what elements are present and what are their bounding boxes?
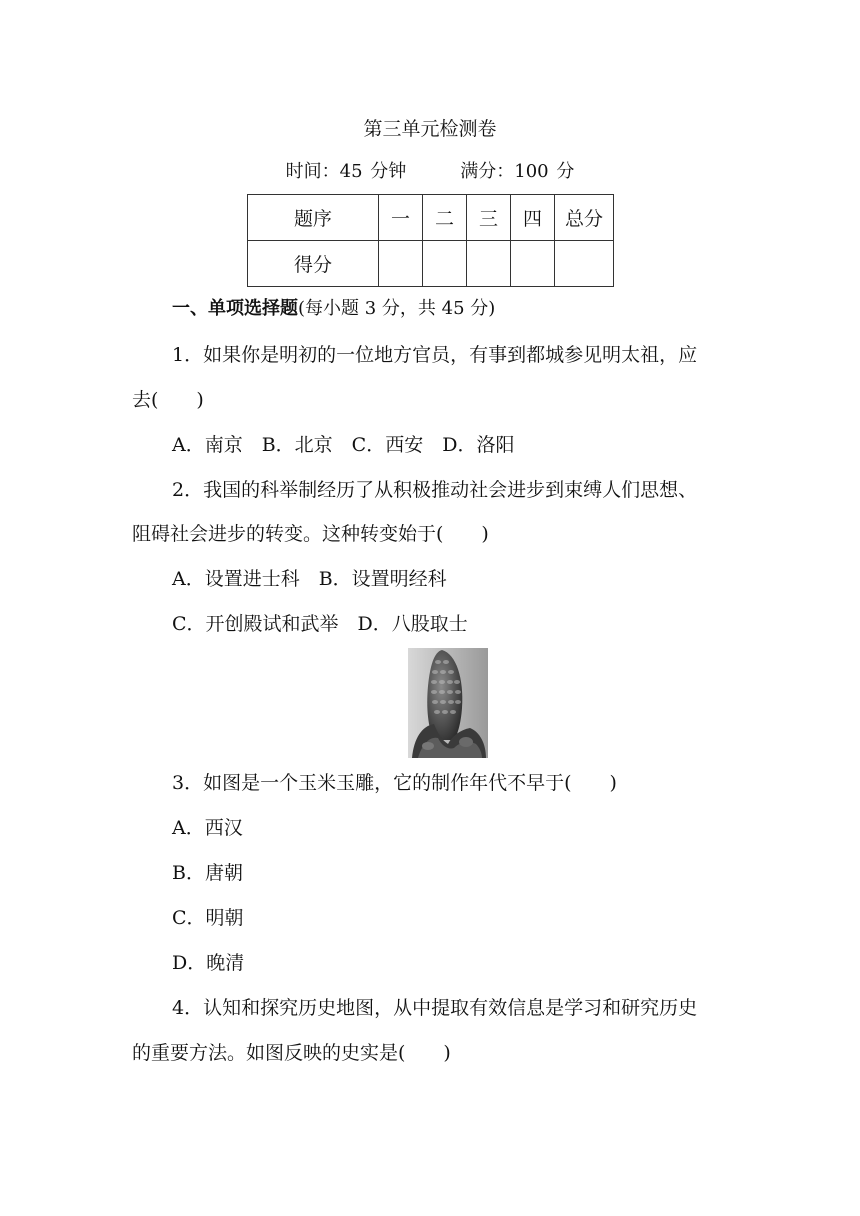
question-2-text: 2．我国的科举制经历了从积极推动社会进步到束缚人们思想、 — [172, 479, 698, 501]
score-cell-4[interactable] — [511, 241, 555, 287]
question-4-text-cont: 的重要方法。如图反映的史实是( ) — [132, 1042, 451, 1064]
score-table-col-total: 总分 — [555, 195, 614, 241]
time-limit: 时间：45 分钟 — [285, 161, 407, 182]
score-cell-2[interactable] — [423, 241, 467, 287]
question-1-text-cont: 去( ) — [132, 389, 204, 411]
score-table-score-row — [248, 241, 614, 287]
score-table — [247, 194, 614, 287]
score-table-col-2: 二 — [423, 195, 467, 241]
score-cell-1[interactable] — [379, 241, 423, 287]
question-3-option-a: A．西汉 — [172, 817, 243, 839]
score-table-header-row — [248, 195, 614, 241]
question-1-text: 1．如果你是明初的一位地方官员，有事到都城参见明太祖，应 — [172, 344, 698, 366]
question-1-options: A．南京 B．北京 C．西安 D．洛阳 — [172, 434, 515, 456]
score-table-col-4: 四 — [511, 195, 555, 241]
score-table-header-label: 题序 — [248, 195, 379, 241]
question-2-options-cd: C．开创殿试和武举 D．八股取士 — [172, 613, 468, 635]
jade-corn-carving-image — [408, 648, 488, 758]
question-3-option-b: B．唐朝 — [172, 862, 243, 884]
exam-meta — [0, 160, 860, 184]
question-4-text: 4．认知和探究历史地图，从中提取有效信息是学习和研究历史 — [172, 997, 698, 1019]
score-cell-total[interactable] — [555, 241, 614, 287]
question-2-text-cont: 阻碍社会进步的转变。这种转变始于( ) — [132, 523, 489, 545]
question-2-options-ab: A．设置进士科 B．设置明经科 — [172, 568, 447, 590]
score-table-col-1: 一 — [379, 195, 423, 241]
question-3-option-c: C．明朝 — [172, 907, 244, 929]
full-score: 满分：100 分 — [460, 161, 575, 182]
section-heading — [172, 297, 495, 321]
page-title: 第三单元检测卷 — [363, 118, 497, 140]
score-cell-3[interactable] — [467, 241, 511, 287]
question-3-option-d: D．晚清 — [172, 952, 245, 974]
question-3-text: 3．如图是一个玉米玉雕，它的制作年代不早于( ) — [172, 772, 617, 794]
score-table-col-3: 三 — [467, 195, 511, 241]
section-note: (每小题 3 分，共 45 分) — [298, 298, 496, 319]
section-title: 一、单项选择题 — [172, 298, 298, 319]
score-table-score-label: 得分 — [248, 241, 379, 287]
